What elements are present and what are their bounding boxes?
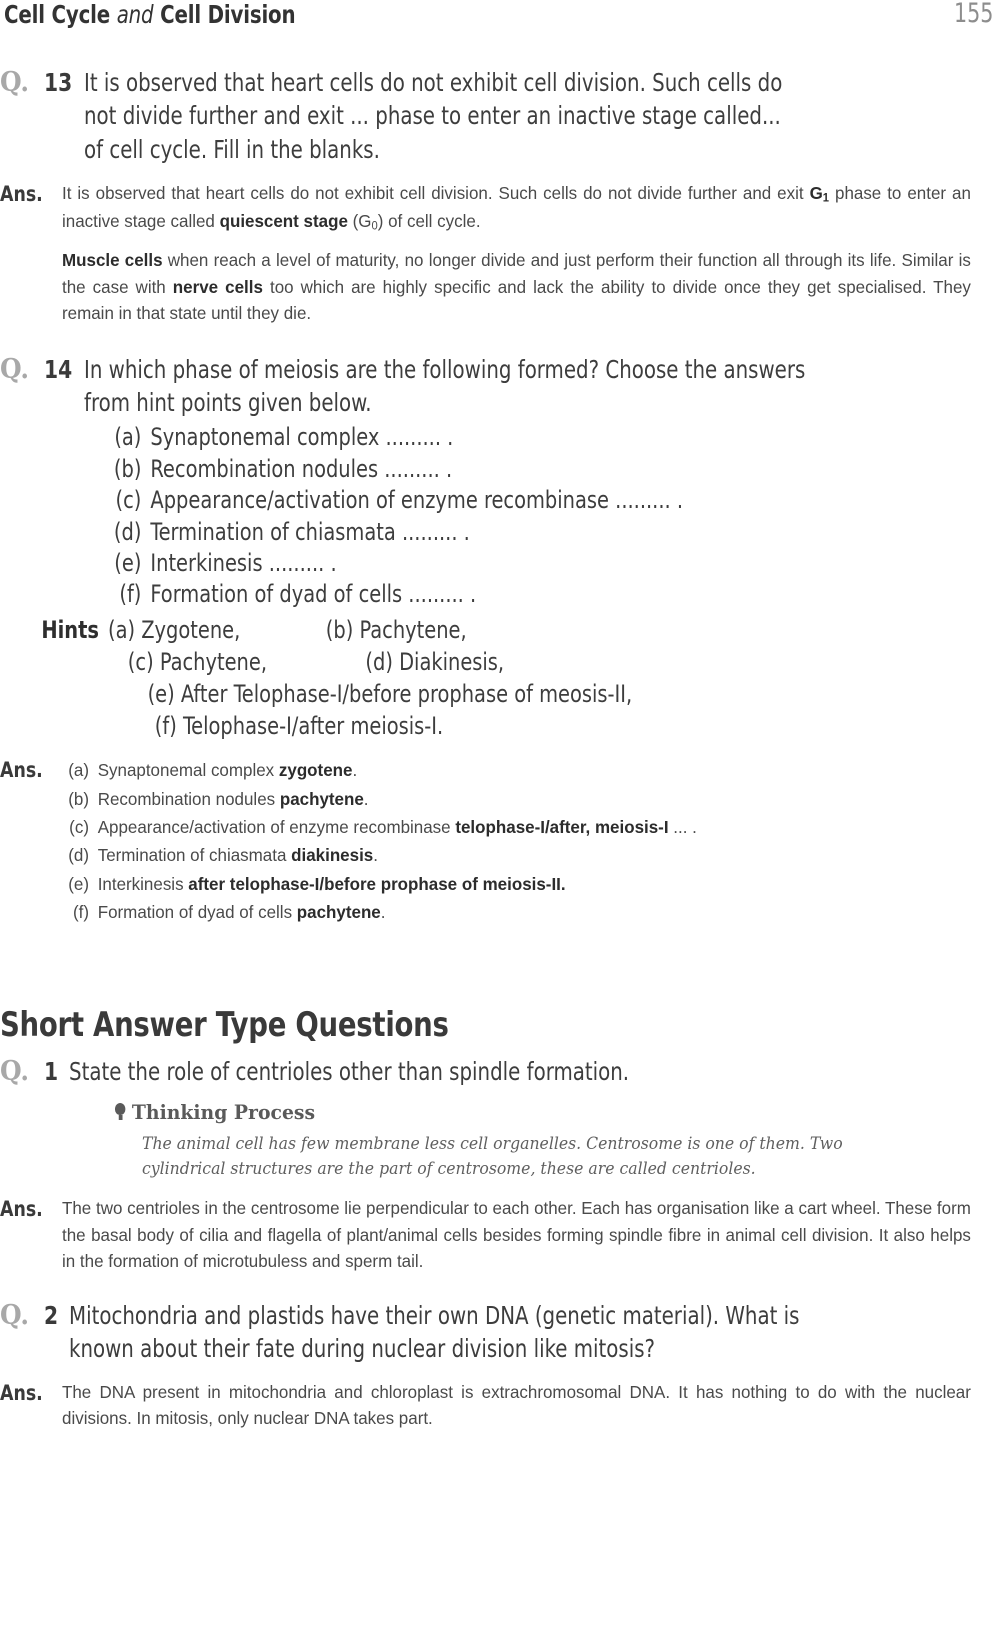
- question-14-item-list: [100, 422, 999, 611]
- answer-13-p2-a: when reach a level of maturity, no longer divide and just perform their function all through its life. Similar is the case with: [62, 249, 971, 297]
- question-13-text-line1: It is observed that heart cells do not exhibit cell division. Such cells do: [84, 68, 783, 97]
- answer-item-plain2: ... .: [668, 817, 697, 838]
- answer-13-p2-bold2: nerve cells: [172, 276, 263, 297]
- hints-row: [0, 615, 899, 647]
- chapter-title-part1: Cell Cycle: [4, 0, 117, 29]
- list-item: [100, 422, 909, 453]
- answer-block-s2: [0, 1379, 999, 1432]
- answer-13-p2-bold1: Muscle cells: [62, 249, 163, 270]
- question-14-text-line2: from hint points given below.: [84, 387, 372, 417]
- answer-item-plain1: Appearance/activation of enzyme recombinase: [97, 817, 456, 838]
- answer-item-plain1: Synaptonemal complex: [97, 760, 279, 781]
- answer-item-plain1: Formation of dyad of cells: [97, 902, 297, 923]
- list-item-label: (f): [119, 580, 142, 609]
- question-14-text-line1: In which phase of meiosis are the following formed? Choose the answers: [84, 354, 806, 384]
- list-item: [100, 579, 909, 610]
- question-block-s1: [0, 1055, 999, 1276]
- hints-row: [0, 711, 899, 743]
- thinking-process-title: Thinking Process: [131, 1099, 316, 1124]
- question-14-text: [84, 353, 889, 420]
- answer-item-plain2: .: [373, 845, 378, 866]
- answer-marker: Ans.: [0, 181, 43, 206]
- hint-item: (c) Pachytene,: [127, 647, 268, 676]
- list-item-text: Appearance/activation of enzyme recombinase ......... .: [150, 486, 684, 515]
- question-13-text-line3: of cell cycle. Fill in the blanks.: [84, 134, 381, 164]
- question-s2-line: [0, 1299, 999, 1366]
- answer-list-item: [56, 870, 697, 898]
- answer-item-text: [98, 813, 697, 841]
- question-s1-text: [69, 1055, 888, 1088]
- answer-marker: Ans.: [0, 1197, 43, 1222]
- answer-item-plain2: .: [363, 788, 369, 809]
- answer-block-s1: [0, 1195, 999, 1275]
- question-marker: Q.: [0, 67, 30, 98]
- answer-item-bold: pachytene: [279, 788, 364, 809]
- question-block-13: [0, 66, 999, 327]
- answer-item-label: (b): [68, 788, 89, 809]
- answer-item-text: [98, 785, 369, 813]
- running-header: [0, 0, 999, 46]
- thinking-process-header: [115, 1100, 946, 1124]
- hint-item: (b) Pachytene,: [325, 615, 467, 644]
- answer-13-g1-letter: G: [809, 182, 823, 203]
- answer-marker: Ans.: [0, 1380, 43, 1405]
- answer-item-plain1: Recombination nodules: [97, 788, 280, 809]
- answer-item-bold: after telophase-I/before prophase of meiosis-II.: [188, 873, 566, 894]
- answer-item-bold: pachytene: [296, 902, 381, 923]
- answer-item-label: (c): [69, 817, 89, 838]
- chapter-title-part2: Cell Division: [153, 0, 296, 29]
- hint-item: (d) Diakinesis,: [365, 647, 505, 676]
- hint-item: (e) After Telophase-I/before prophase of meosis-II,: [147, 679, 633, 708]
- question-s1-line: [0, 1055, 999, 1088]
- hint-item: (a) Zygotene,: [108, 615, 241, 644]
- list-item: [100, 517, 909, 548]
- hints-row: [0, 647, 899, 679]
- question-marker: Q.: [0, 1300, 30, 1332]
- question-marker: Q.: [0, 353, 30, 385]
- list-item-text: Synaptonemal complex ......... .: [150, 423, 454, 452]
- hints-row: [0, 679, 899, 711]
- question-number: 2: [44, 1301, 59, 1331]
- answer-item-bold: zygotene: [278, 760, 353, 781]
- answer-13-g1: [810, 183, 829, 203]
- thinking-process-block: [115, 1100, 999, 1182]
- answer-item-plain1: Termination of chiasmata: [97, 845, 292, 866]
- answer-item-plain1: Interkinesis: [97, 873, 189, 894]
- page-number: 155: [953, 0, 993, 29]
- question-block-s2: [0, 1299, 999, 1432]
- list-item-label: (e): [114, 548, 142, 577]
- list-item-label: (c): [115, 486, 142, 515]
- answer-marker: Ans.: [0, 758, 43, 783]
- answer-block-13: [0, 180, 999, 327]
- answer-13-p1-c: (G: [347, 210, 372, 231]
- hints-title: Hints: [41, 615, 99, 644]
- answer-list-item: [56, 785, 697, 813]
- answer-13-p1-d: ) of cell cycle.: [377, 210, 481, 231]
- answer-14-list: [56, 756, 717, 926]
- chapter-title-and: and: [116, 0, 154, 29]
- answer-item-bold: telophase-I/after, meiosis-I: [455, 817, 669, 838]
- list-item-text: Interkinesis ......... .: [150, 548, 337, 577]
- answer-13-paragraph-2: [62, 247, 971, 327]
- question-number: 14: [44, 354, 73, 384]
- answer-s1-body: The two centrioles in the centrosome lie perpendicular to each other. Each has organisation like a cart wheel. These form the basal body of cilia and flagella of plant/animal cells besides forming spindle fibre in animal cell division. It also helps in the formation of microtubuless and sperm tail.: [62, 1198, 971, 1272]
- answer-13-p1-bold: quiescent stage: [219, 210, 348, 231]
- answer-item-text: [98, 841, 378, 869]
- list-item: [100, 548, 909, 579]
- list-item-text: Termination of chiasmata ......... .: [150, 517, 470, 546]
- answer-13-p2-b: too which are highly specific and lack the ability to divide once they get specialised. They remain in that state until they die.: [62, 276, 971, 324]
- question-14-line: [0, 353, 999, 420]
- answer-list-item: [56, 841, 697, 869]
- question-s2-text-line2: known about their fate during nuclear division like mitosis?: [68, 1334, 655, 1364]
- question-s2-text-line1: Mitochondria and plastids have their own DNA (genetic material). What is: [68, 1301, 800, 1331]
- answer-s2-body: The DNA present in mitochondria and chloroplast is extrachromosomal DNA. It has nothing to do with the nuclear divisions. In mitosis, only nuclear DNA takes part.: [62, 1381, 971, 1429]
- list-item-label: (d): [113, 517, 142, 546]
- answer-13-g1-sub: 1: [822, 192, 830, 205]
- answer-item-label: (d): [68, 845, 89, 866]
- answer-item-text: [98, 756, 357, 784]
- list-item-text: Recombination nodules ......... .: [150, 454, 453, 483]
- hints-block: [0, 615, 999, 743]
- answer-item-label: (f): [72, 902, 89, 923]
- answer-item-plain2: .: [352, 760, 358, 781]
- answer-13-p1-a: It is observed that heart cells do not exhibit cell division. Such cells do not divide further and exit: [62, 182, 810, 203]
- list-item: [100, 454, 909, 485]
- question-number: 1: [44, 1056, 59, 1086]
- answer-item-label: (e): [68, 873, 89, 894]
- answer-list-item: [56, 756, 697, 784]
- list-item-text: Formation of dyad of cells ......... .: [150, 580, 477, 609]
- answer-item-bold: diakinesis: [291, 845, 374, 866]
- question-number: 13: [44, 68, 73, 97]
- list-item-label: (a): [114, 423, 142, 452]
- answer-13-paragraph-1: [62, 180, 971, 236]
- list-item-label: (b): [113, 454, 142, 483]
- question-13-line: [0, 66, 999, 166]
- hint-item: (f) Telophase-I/after meiosis-I.: [154, 711, 444, 740]
- question-13-text-line2: not divide further and exit ... phase to enter an inactive stage called...: [84, 101, 782, 131]
- answer-list-item: [56, 813, 697, 841]
- answer-block-14: [0, 756, 999, 926]
- question-s2-text: [69, 1299, 888, 1366]
- answer-13-p1-b: phase to enter an inactive stage called: [62, 182, 971, 231]
- bulb-icon: [115, 1103, 125, 1121]
- answer-item-label: (a): [68, 760, 89, 781]
- answer-item-text: [98, 898, 386, 926]
- question-13-text: [84, 66, 889, 166]
- question-marker: Q.: [0, 1055, 30, 1087]
- answer-item-text: [98, 870, 566, 898]
- section-heading: Short Answer Type Questions: [0, 1004, 449, 1045]
- thinking-process-text: The animal cell has few membrane less cell organelles. Centrosome is one of them. Two cylindrical structures are the part of centrosome, these are called centrioles.: [142, 1133, 843, 1178]
- question-block-14: [0, 353, 999, 927]
- chapter-title: [4, 0, 295, 29]
- list-item: [100, 485, 909, 516]
- answer-13-body: [62, 180, 971, 327]
- question-s1-text-line1: State the role of centrioles other than spindle formation.: [68, 1056, 629, 1086]
- answer-13-g0-sub: 0: [371, 220, 378, 233]
- answer-list-item: [56, 898, 697, 926]
- answer-item-plain2: .: [380, 902, 386, 923]
